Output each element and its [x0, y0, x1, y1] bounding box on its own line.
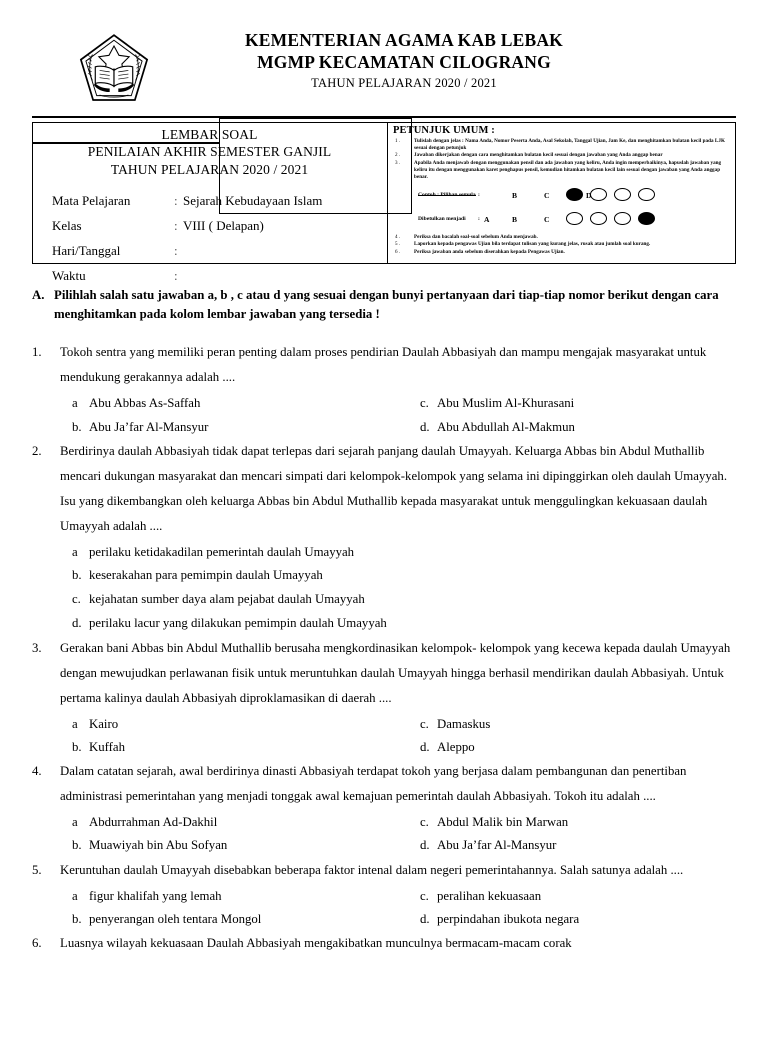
petunjuk-item-text: Laporkan kepada pengawas Ujian bila terdapat tulisan yang kurang jelas, rusak atau jumlah soal kurang.	[414, 241, 651, 248]
petunjuk-list-bottom	[392, 234, 732, 256]
field-value-class: VIII ( Delapan)	[183, 217, 264, 233]
option-letter: a	[72, 544, 78, 559]
bubble-example-label-corrected: Dibetulkan menjadi	[418, 215, 466, 222]
option-letter: b.	[72, 568, 82, 583]
option-letter: d.	[72, 616, 82, 631]
option-item[interactable]	[60, 416, 398, 439]
option-group	[60, 392, 736, 439]
option-text: Muawiyah bin Abu Sofyan	[89, 838, 228, 853]
question-list	[32, 340, 736, 956]
option-text: Kairo	[89, 716, 119, 731]
option-item[interactable]	[408, 392, 736, 415]
petunjuk-item	[392, 138, 732, 152]
option-letter: a	[72, 716, 78, 731]
option-column-left	[60, 885, 398, 932]
option-column-right	[398, 811, 736, 858]
section-a-letter: A.	[32, 288, 45, 302]
option-group	[60, 811, 736, 858]
option-group	[60, 885, 736, 932]
petunjuk-item	[392, 241, 732, 248]
option-letter: a	[72, 396, 78, 411]
option-item[interactable]	[408, 736, 736, 759]
option-text: peralihan kekuasaan	[437, 888, 542, 903]
answer-bubble-example	[392, 184, 732, 230]
field-colon-date: :	[174, 242, 178, 258]
question-item	[32, 931, 736, 956]
institution-line-2: MGMP KECAMATAN CILOGRANG	[257, 51, 551, 72]
option-item[interactable]	[60, 564, 736, 588]
question-body	[60, 858, 736, 932]
institution-line-1: KEMENTERIAN AGAMA KAB LEBAK	[244, 30, 563, 50]
petunjuk-item	[392, 234, 732, 241]
option-text: Abdurrahman Ad-Dakhil	[89, 815, 218, 830]
option-item[interactable]	[60, 392, 398, 415]
question-stem: Gerakan bani Abbas bin Abdul Muthallib berusaha mengkordinasikan kelompok- kelompok yang kecewa kepada daulah Umayyah dengan mewujudkan perlawanan fisik untuk meruntuhkan daulah Umayyah hingga berhasil mendirikan daulah Abbasiyah. Untuk pertama kalinya daulah Abbasiyah diproklamasikan di daerah ....	[60, 640, 731, 705]
question-number: 3.	[32, 640, 42, 655]
bubble-letter-b: B	[512, 214, 518, 224]
question-number: 5.	[32, 862, 42, 877]
bubble-example-colon-corrected: :	[478, 215, 480, 222]
question-stem: Tokoh sentra yang memiliki peran penting dalam proses pendirian Daulah Abbasiyah dan mampu mengajak masyarakat untuk mendukung gerakannya adalah ....	[60, 345, 707, 385]
sheet-title-line-1: LEMBAR SOAL	[161, 127, 258, 142]
question-number: 4.	[32, 764, 42, 779]
petunjuk-item	[392, 249, 732, 256]
question-body	[60, 340, 736, 438]
option-letter: d.	[420, 419, 430, 434]
option-text: perilaku lacur yang dilakukan pemimpin daulah Umayyah	[89, 616, 387, 631]
question-body	[60, 439, 736, 636]
option-letter: a	[72, 815, 78, 830]
exam-paper-page	[0, 30, 768, 1054]
option-letter: b.	[72, 419, 82, 434]
option-letter: b.	[72, 739, 82, 754]
bubble-letter-c: C	[544, 214, 550, 224]
option-item[interactable]	[60, 588, 736, 612]
header-table	[32, 116, 736, 283]
field-label-subject: Mata Pelajaran	[52, 192, 131, 208]
option-column-left	[60, 811, 398, 858]
option-text: keserakahan para pemimpin daulah Umayyah	[89, 568, 323, 583]
petunjuk-item-number: 5 .	[395, 241, 401, 248]
petunjuk-item-text: Periksa dan bacalah soal-soal sebelum Anda menjawab.	[414, 233, 538, 240]
option-text: Abu Abdullah Al-Makmun	[437, 419, 575, 434]
petunjuk-list-top	[392, 138, 732, 181]
bubble-letter-b: B	[512, 190, 518, 200]
option-letter: c.	[420, 888, 429, 903]
option-item[interactable]	[60, 736, 398, 759]
field-value-time	[183, 264, 379, 289]
question-stem: Dalam catatan sejarah, awal berdirinya dinasti Abbasiyah terdapat tokoh yang berjasa dalam pembangunan dan penertiban administrasi pemerintahan yang menjadi tonggak awal kemajuan pemerintah daulah Abbasiyah. Tokoh itu adalah ....	[60, 764, 687, 804]
option-text: Abu Ja’far Al-Mansyur	[437, 838, 557, 853]
petunjuk-item	[392, 160, 732, 181]
option-column-left	[60, 713, 398, 760]
petunjuk-item-number: 6 .	[395, 248, 401, 255]
option-item[interactable]	[408, 416, 736, 439]
petunjuk-item-text: Periksa jawaban anda sebelum diserahkan kepada Pengawas Ujian.	[414, 248, 565, 255]
question-item	[32, 340, 736, 438]
option-text: Abu Ja’far Al-Mansyur	[89, 419, 209, 434]
exam-field-list	[40, 189, 379, 289]
sheet-title	[40, 126, 379, 178]
bubble-example-label-original: Contoh : Pilihan semula	[392, 192, 478, 198]
petunjuk-item-text: Tulislah dengan jelas : Nama Anda, Nomor Peserta Anda, Asal Sekolah, Tanggal Ujian, Jam Ke, dan menghitamkan bulatan kecil pada LJK sesuai dengan petunjuk	[414, 137, 725, 151]
bubble-letter-a: A	[484, 214, 490, 224]
option-letter: a	[72, 888, 78, 903]
field-label-time: Waktu	[52, 267, 86, 283]
option-item[interactable]	[60, 834, 398, 857]
option-letter: b.	[72, 911, 82, 926]
option-letter: c.	[420, 815, 429, 830]
option-item[interactable]	[60, 612, 736, 636]
option-item[interactable]	[408, 908, 736, 931]
general-instructions-pane	[388, 122, 736, 264]
bubble-option-d[interactable]	[638, 212, 655, 225]
field-row-time	[52, 264, 379, 289]
option-item[interactable]	[408, 811, 736, 834]
masthead	[32, 30, 736, 108]
option-item[interactable]	[60, 811, 398, 834]
bubble-example-row-original	[392, 184, 732, 206]
bubble-option-a[interactable]	[566, 188, 583, 201]
petunjuk-item-number: 3 .	[395, 159, 401, 166]
petunjuk-item-text: Apabila Anda menjawab dengan menggunakan pensil dan ada jawaban yang keliru, Anda ingin memperbaikinya, hapuslah jawaban yang keliru itu dengan menggunakan karet penghapus pensil, kemudian hitamkan bulatan kecil lain sesuai dengan jawaban yang Anda anggap benar.	[414, 159, 722, 180]
option-text: Kuffah	[89, 739, 126, 754]
bubble-option-a[interactable]	[566, 212, 583, 225]
option-text: kejahatan sumber daya alam pejabat daulah Umayyah	[89, 592, 365, 607]
bubble-option-d[interactable]	[638, 188, 655, 201]
option-letter: c.	[420, 396, 429, 411]
bubble-letter-c: C	[544, 190, 550, 200]
option-text: perpindahan ibukota negara	[437, 911, 580, 926]
field-value-date	[183, 239, 379, 264]
bubble-option-b[interactable]	[590, 188, 607, 201]
section-a-instruction	[32, 286, 736, 324]
option-column-right	[398, 885, 736, 932]
bubble-example-colon-original: :	[478, 191, 480, 198]
question-stem: Luasnya wilayah kekuasaan Daulah Abbasiyah mengakibatkan munculnya bermacam-macam corak	[60, 936, 572, 951]
option-text: penyerangan oleh tentara Mongol	[89, 911, 262, 926]
petunjuk-item-number: 1 .	[395, 137, 401, 144]
option-text: figur khalifah yang lemah	[89, 888, 222, 903]
option-item[interactable]	[408, 885, 736, 908]
question-stem: Keruntuhan daulah Umayyah disebabkan beberapa faktor intenal dalam negeri pemerintahannya. Salah satunya adalah ....	[60, 862, 684, 877]
option-text: Abu Abbas As-Saffah	[89, 396, 201, 411]
petunjuk-item-number: 2 .	[395, 152, 401, 159]
bubble-option-c[interactable]	[614, 212, 631, 225]
option-letter: c.	[420, 716, 429, 731]
option-letter: d.	[420, 838, 430, 853]
question-body	[60, 759, 736, 857]
option-column-right	[398, 392, 736, 439]
bubble-letter-d: D	[586, 190, 592, 200]
option-item[interactable]	[60, 908, 398, 931]
question-number: 1.	[32, 345, 42, 360]
petunjuk-item-text: Jawaban dikerjakan dengan cara menghitamkan bulatan kecil sesuai dengan jawaban yang Anda anggap benar	[414, 152, 663, 159]
question-body	[60, 931, 736, 956]
question-item	[32, 759, 736, 857]
question-number: 6.	[32, 936, 42, 951]
option-letter: c.	[72, 592, 81, 607]
bubble-example-row-corrected	[392, 208, 732, 230]
bubble-option-b[interactable]	[590, 212, 607, 225]
sheet-title-line-2: PENILAIAN AKHIR SEMESTER GANJIL	[87, 144, 332, 160]
option-item[interactable]	[60, 713, 398, 736]
question-item	[32, 858, 736, 932]
field-label-class: Kelas	[52, 217, 82, 233]
option-text: perilaku ketidakadilan pemerintah daulah Umayyah	[89, 544, 355, 559]
kemenag-pentagon-emblem-icon	[78, 33, 150, 105]
academic-year-line: TAHUN PELAJARAN 2020 / 2021	[311, 75, 497, 90]
option-letter: d.	[420, 911, 430, 926]
option-item[interactable]	[408, 713, 736, 736]
field-colon-time: :	[174, 267, 178, 283]
field-row-subject	[52, 189, 379, 214]
sheet-title-line-3: TAHUN PELAJARAN 2020 / 2021	[110, 161, 309, 177]
option-group	[60, 713, 736, 760]
exam-identity-pane	[32, 122, 387, 283]
petunjuk-umum-title: PETUNJUK UMUM :	[393, 125, 495, 136]
petunjuk-item-number: 4 .	[395, 233, 401, 240]
option-text: Aleppo	[437, 739, 475, 754]
section-a-text: Pilihlah salah satu jawaban a, b , c atau d yang sesuai dengan bunyi pertanyaan dari tiap-tiap nomor berikut dengan cara menghitamkan pada kolom lembar jawaban yang tersedia !	[54, 288, 719, 322]
option-text: Abdul Malik bin Marwan	[437, 815, 569, 830]
option-letter: b.	[72, 838, 82, 853]
field-colon-subject: :	[174, 192, 178, 208]
option-group	[60, 541, 736, 636]
field-row-date	[52, 239, 379, 264]
question-stem: Berdirinya daulah Abbasiyah tidak dapat terlepas dari sejarah panjang daulah Umayyah. Keluarga Abbas bin Abdul Muthallib mencari dukungan masyarakat dan mencari simpati dari kelompok-kelompok yang selama ini dipinggirkan oleh daulah Umayyah. Isu yang dikembangkan oleh keluarga Abbas bin Abdul Muthallib kepada masyarakat untuk menggulingkan kekuasaan daulah Umayyah adalah ....	[60, 443, 728, 533]
field-row-class	[52, 214, 379, 239]
bubble-option-c[interactable]	[614, 188, 631, 201]
bubble-group-corrected	[566, 212, 655, 225]
question-number: 2.	[32, 443, 42, 458]
option-item[interactable]	[60, 885, 398, 908]
option-letter: d.	[420, 739, 430, 754]
question-item	[32, 636, 736, 759]
option-column-left	[60, 392, 398, 439]
bubble-group-original	[566, 188, 655, 201]
option-text: Abu Muslim Al-Khurasani	[437, 396, 575, 411]
field-value-subject: Sejarah Kebudayaan Islam	[183, 192, 323, 208]
option-item[interactable]	[60, 541, 736, 565]
question-body	[60, 636, 736, 759]
question-item	[32, 439, 736, 636]
option-item[interactable]	[408, 834, 736, 857]
option-column-right	[398, 713, 736, 760]
petunjuk-item	[392, 152, 732, 159]
field-label-date: Hari/Tanggal	[52, 242, 121, 258]
header-inner-artifact-top-rule	[219, 118, 412, 119]
field-colon-class: :	[174, 217, 178, 233]
option-text: Damaskus	[437, 716, 491, 731]
